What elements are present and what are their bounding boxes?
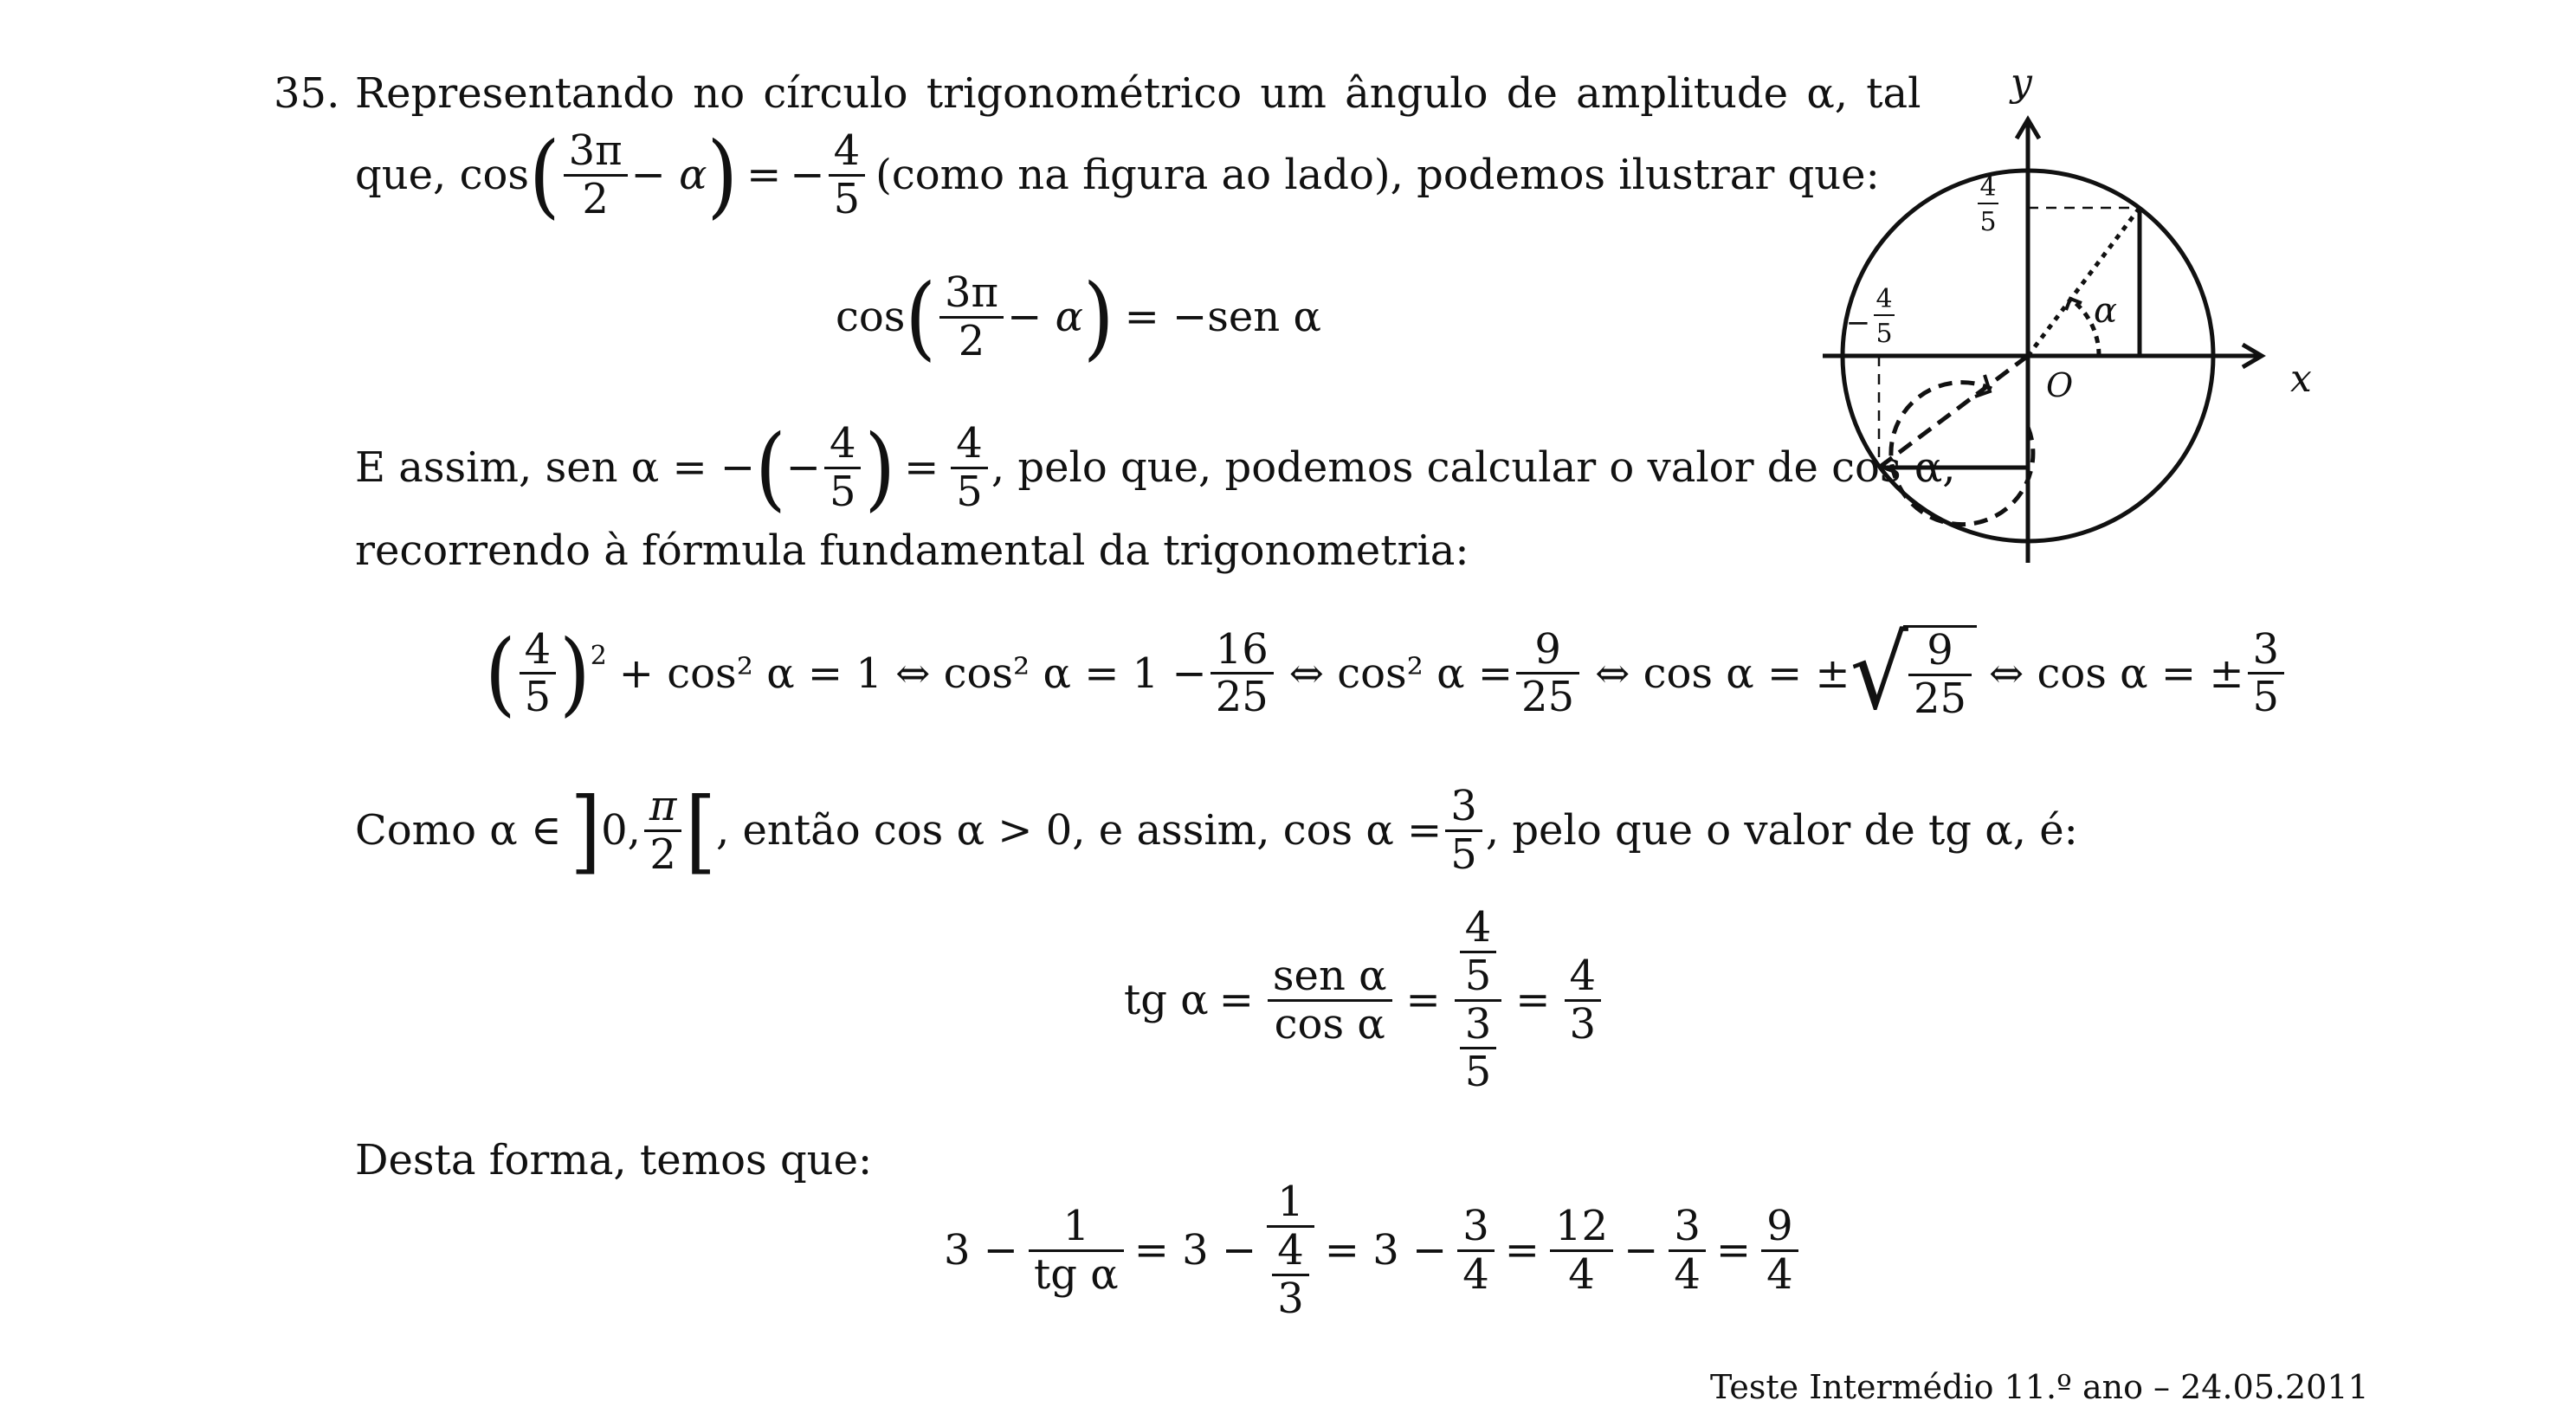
intro-line-2-pre: que, cos bbox=[355, 151, 529, 200]
tangent-computation: tg α = $\frac{\text{sen α}}{\text{cos α}}$ = $\frac{\frac{4}{5}}{\frac{3}{5}}$ = $\frac{4}{3}$ bbox=[1124, 905, 1604, 1095]
tick-4-5-den: 5 bbox=[1979, 207, 1997, 237]
final-computation: 3 − $\frac{1}{\text{tg α}}$ = 3 − $\frac{1}{\frac{4}{3}}$ = 3 − $\frac{3}{4}$ = $\frac{12}{4}$ − $\frac{3}{4}$ = $\frac{9}{4}$ bbox=[944, 1179, 1802, 1321]
y-axis-label: y bbox=[2011, 61, 2032, 105]
tick-neg-4-5-den: 5 bbox=[1876, 319, 1893, 349]
fraction-3pi-over-2: $\frac{3\pi}{2}$ bbox=[564, 128, 628, 223]
paren-right: ) bbox=[707, 121, 739, 229]
conclusion-line: E assim, sen α = − ( − $\frac{4}{5}$ ) = $\frac{4}{5}$ , pelo que, podemos calcular o valor de cos α, bbox=[355, 414, 1956, 521]
alpha-label: α bbox=[2094, 291, 2118, 331]
compound-fraction: $\frac{1}{\frac{4}{3}}$ bbox=[1267, 1179, 1314, 1321]
tick-neg-sign: − bbox=[1845, 306, 1871, 340]
tick-4-5-num: 4 bbox=[1979, 172, 1997, 203]
terminal-side-3pi2-minus-alpha bbox=[1879, 356, 2028, 468]
terminal-side-alpha bbox=[2028, 208, 2140, 356]
fraction-3pi-over-2: $\frac{3\pi}{2}$ bbox=[939, 270, 1004, 365]
compound-fraction: $\frac{\frac{4}{5}}{\frac{3}{5}}$ bbox=[1455, 905, 1502, 1095]
formula-line: recorrendo à fórmula fundamental da trigonometria: bbox=[355, 526, 1469, 575]
sqrt-sign: √ bbox=[1850, 614, 1908, 733]
footer-text: Teste Intermédio 11.º ano – 24.05.2011 bbox=[1710, 1368, 2369, 1406]
intro-line-2-post: (como na figura ao lado), podemos ilustrar que: bbox=[875, 151, 1880, 200]
exercise-number: 35. bbox=[274, 69, 340, 118]
pythagorean-chain: ( $\frac{4}{5}$ ) 2 + cos² α = 1 ⇔ cos² α = 1 − $\frac{16}{25}$ ⇔ cos² α = $\frac{9}{25}$ ⇔ cos α = ± √ $\frac{9}{25}$ ⇔ cos α = ± $\frac{3}{5}$ bbox=[485, 625, 2288, 722]
fraction-4-over-5: $\frac{4}{5}$ bbox=[829, 128, 866, 223]
minus-alpha: − α bbox=[630, 151, 707, 200]
identity-equation: cos ( $\frac{3\pi}{2}$ − α ) = −sen α bbox=[836, 263, 1321, 371]
intro-line-1: Representando no círculo trigonométrico um ângulo de amplitude α, tal bbox=[355, 69, 1921, 118]
tick-neg-4-5-num: 4 bbox=[1876, 284, 1893, 314]
paren-left: ( bbox=[528, 121, 560, 229]
desta-forma-line: Desta forma, temos que: bbox=[355, 1136, 873, 1184]
origin-label: O bbox=[2046, 366, 2074, 404]
x-axis-label: x bbox=[2290, 357, 2312, 401]
como-line: Como α ∈ ] 0, $\frac{\pi}{2}$ [ , então cos α > 0, e assim, cos α = $\frac{3}{5}$ , pelo que o valor de tg α, é: bbox=[355, 777, 2078, 884]
intro-line-2: que, cos ( $\frac{3\pi}{2}$ − α ) = − $\frac{4}{5}$ (como na figura ao lado), podemos ilustrar que: bbox=[355, 121, 1880, 229]
